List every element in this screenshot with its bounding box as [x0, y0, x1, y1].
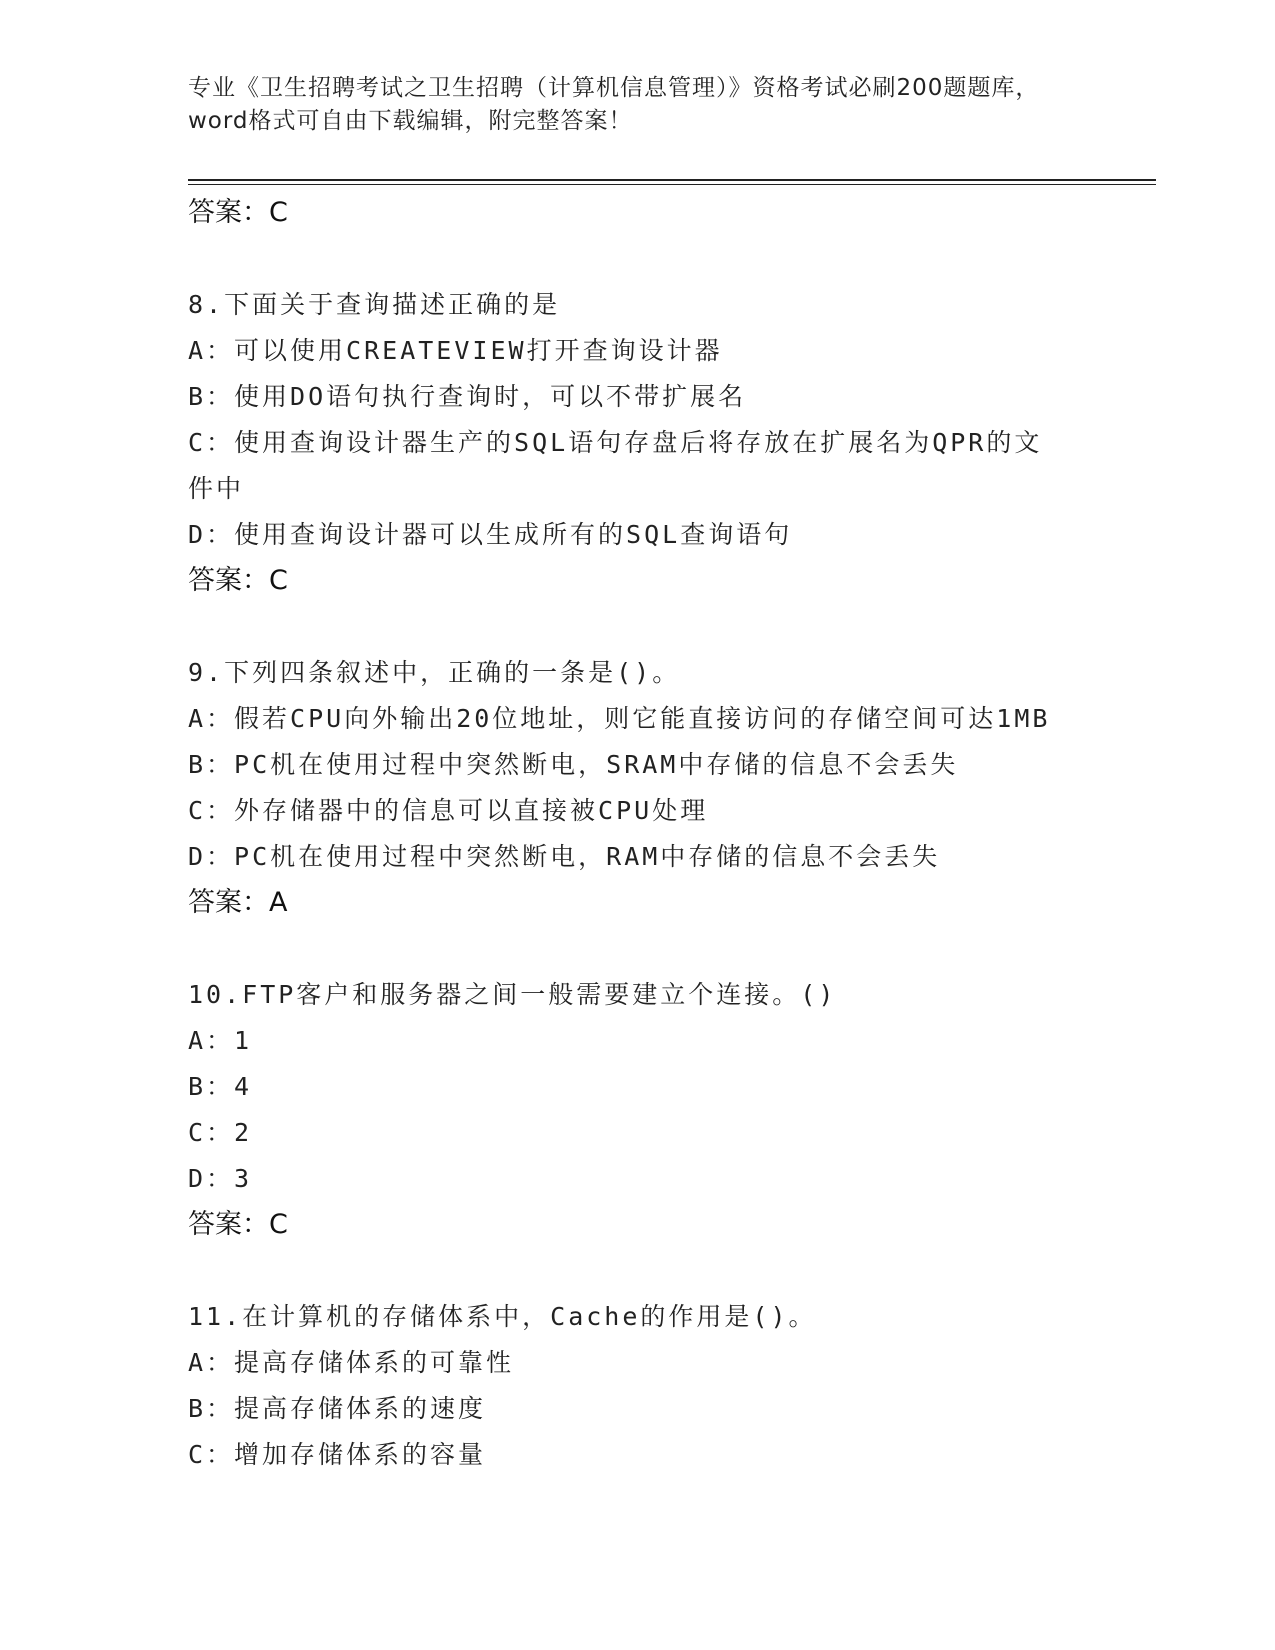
answer-label: 答案：C — [188, 565, 288, 596]
option-d: D：PC机在使用过程中突然断电，RAM中存储的信息不会丢失 — [188, 842, 941, 871]
option-c: C：外存储器中的信息可以直接被CPU处理 — [188, 796, 709, 825]
spacer — [188, 1248, 1088, 1294]
option-a: A：可以使用CREATEVIEW打开查询设计器 — [188, 336, 723, 365]
previous-answer: 答案：C — [188, 197, 288, 228]
question-list — [188, 190, 1088, 1478]
header-title-line-2: word格式可自由下载编辑，附完整答案！ — [188, 108, 633, 134]
question-block-11 — [188, 1294, 1088, 1478]
question-text: 11.在计算机的存储体系中，Cache的作用是()。 — [188, 1302, 817, 1331]
header-title-line-1: 专业《卫生招聘考试之卫生招聘（计算机信息管理）》资格考试必刷200题题库， — [188, 75, 1040, 101]
document-header — [188, 72, 1088, 138]
option-b: B：使用DO语句执行查询时，可以不带扩展名 — [188, 382, 747, 411]
question-block-10 — [188, 972, 1088, 1248]
header-divider-thick — [188, 179, 1156, 181]
question-block-9 — [188, 650, 1088, 926]
option-c: C：增加存储体系的容量 — [188, 1440, 487, 1469]
spacer — [188, 604, 1088, 650]
option-a: A：提高存储体系的可靠性 — [188, 1348, 515, 1377]
question-text: 9.下列四条叙述中，正确的一条是()。 — [188, 658, 681, 687]
question-text: 8.下面关于查询描述正确的是 — [188, 290, 561, 319]
option-b: B：PC机在使用过程中突然断电，SRAM中存储的信息不会丢失 — [188, 750, 959, 779]
option-d: D：使用查询设计器可以生成所有的SQL查询语句 — [188, 520, 793, 549]
spacer — [188, 236, 1088, 282]
question-block-8 — [188, 282, 1088, 604]
spacer — [188, 926, 1088, 972]
option-b: B：4 — [188, 1072, 253, 1101]
option-b: B：提高存储体系的速度 — [188, 1394, 487, 1423]
option-a: A：1 — [188, 1026, 253, 1055]
answer-label: 答案：A — [188, 887, 288, 918]
option-c: C：使用查询设计器生产的SQL语句存盘后将存放在扩展名为QPR的文件中 — [188, 428, 1043, 503]
option-a: A：假若CPU向外输出20位地址，则它能直接访问的存储空间可达1MB — [188, 704, 1051, 733]
header-divider-thin — [188, 184, 1156, 185]
question-text: 10.FTP客户和服务器之间一般需要建立个连接。() — [188, 980, 837, 1009]
option-d: D：3 — [188, 1164, 253, 1193]
answer-label: 答案：C — [188, 1209, 288, 1240]
option-c: C：2 — [188, 1118, 253, 1147]
